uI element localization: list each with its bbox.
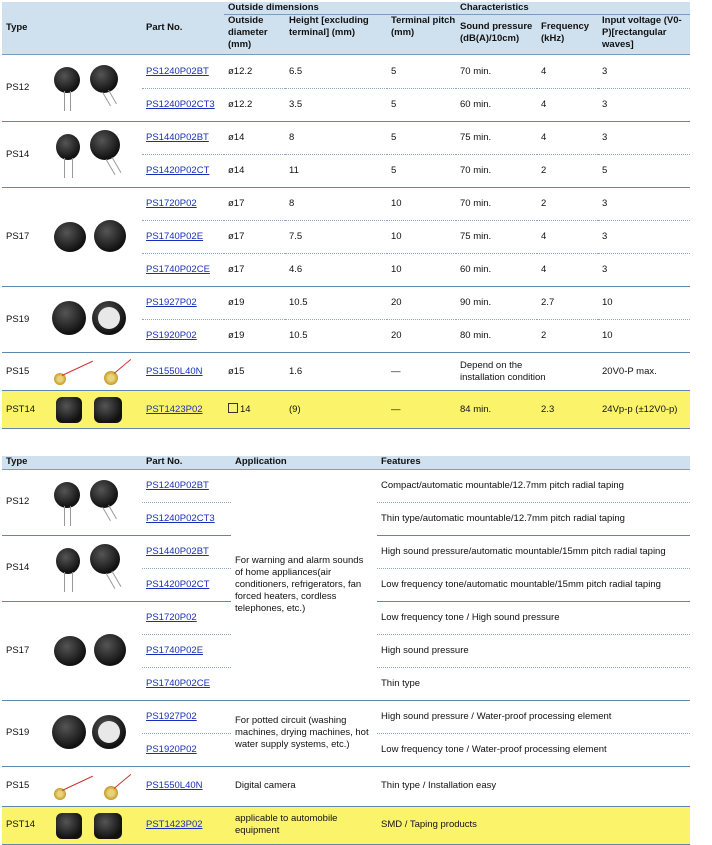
type-label: PS15: [6, 780, 30, 791]
diameter-value: ø17: [228, 264, 245, 275]
header-part-no: Part No.: [142, 456, 231, 469]
voltage-value: 10: [602, 330, 613, 341]
product-image-ps19: [50, 299, 130, 343]
type-label: PS19: [6, 313, 30, 325]
sound-value: 75 min.: [460, 132, 492, 143]
part-link[interactable]: PS1920P02: [146, 743, 197, 755]
type-cell-ps19: [2, 287, 142, 353]
part-link[interactable]: PS1440P02BT: [146, 545, 209, 557]
diameter-value: [224, 391, 285, 429]
application-warning: For warning and alarm sounds of home appliances(air conditioners, refrigerators, fan forced heaters, cordless telephones, etc.): [231, 469, 377, 700]
part-link[interactable]: PS1927P02: [146, 297, 197, 308]
feature-value: Low frequency tone/automatic mountable/15mm pitch radial taping: [381, 578, 661, 590]
height-value: 8: [289, 198, 295, 209]
type-cell-ps15: [2, 766, 142, 806]
type-cell-ps14: [2, 535, 142, 601]
type-label: PST14: [6, 819, 36, 830]
voltage-value: 3: [602, 132, 608, 143]
feature-value: Low frequency tone / Water-proof processing element: [381, 743, 607, 755]
voltage-value: 24Vp-p (±12V0-p): [598, 391, 690, 429]
part-link[interactable]: PS1420P02CT: [146, 165, 210, 176]
part-link[interactable]: PS1920P02: [146, 330, 197, 341]
header-height: Height [excluding terminal] (mm): [285, 15, 387, 55]
table-row: [2, 188, 690, 221]
pitch-value: 10: [391, 198, 402, 209]
diameter-value: ø17: [228, 198, 245, 209]
freq-value: 2: [541, 165, 547, 176]
type-label: PS12: [6, 82, 30, 93]
pitch-value: 5: [391, 65, 397, 77]
part-link[interactable]: PS1240P02CT3: [146, 99, 215, 110]
header-type: Type: [2, 456, 142, 469]
diameter-value: ø12.2: [228, 65, 253, 77]
application-potted: For potted circuit (washing machines, drying machines, hot water supply systems, etc.): [231, 700, 377, 766]
part-link[interactable]: PS1240P02BT: [146, 65, 209, 77]
feature-value: High sound pressure: [381, 644, 469, 656]
diameter-value: ø12.2: [228, 99, 253, 110]
header-input-voltage: Input voltage (V0-P)[rectangular waves]: [598, 15, 690, 55]
sound-value: 70 min.: [460, 198, 492, 209]
type-cell-ps12: [2, 469, 142, 535]
pitch-value: —: [387, 391, 456, 429]
header-application: Application: [231, 456, 377, 469]
table-row: [2, 122, 690, 155]
diameter-value: ø14: [228, 165, 245, 176]
type-cell-ps17: [2, 601, 142, 700]
feature-value: Thin type / Installation easy: [381, 780, 497, 791]
pitch-value: 20: [391, 297, 402, 308]
part-link[interactable]: PS1720P02: [146, 611, 197, 623]
application-auto: applicable to automobile equipment: [231, 806, 377, 844]
diameter-text: 14: [240, 404, 251, 415]
pitch-value: 5: [391, 165, 397, 176]
diameter-value: ø15: [228, 365, 245, 377]
sound-value: 84 min.: [456, 391, 537, 429]
part-link[interactable]: PS1740P02E: [146, 231, 204, 242]
type-cell-ps15: [2, 353, 142, 391]
height-value: 1.6: [289, 365, 303, 377]
header-outside-diameter: Outside diameter (mm): [224, 15, 285, 55]
table-row: [2, 806, 690, 844]
pitch-value: 10: [391, 231, 402, 242]
sound-value: 90 min.: [460, 297, 492, 308]
part-link[interactable]: PS1440P02BT: [146, 132, 209, 143]
pitch-value: 5: [391, 99, 397, 110]
sound-value: 70 min.: [460, 65, 492, 77]
table-row: [2, 766, 690, 806]
voltage-value: 3: [602, 198, 608, 209]
pitch-value: 20: [391, 330, 402, 341]
diameter-value: ø17: [228, 231, 245, 242]
header-outside-dimensions: Outside dimensions: [224, 2, 456, 15]
sound-value: 70 min.: [460, 165, 492, 176]
voltage-value: 3: [602, 65, 608, 77]
header-features: Features: [377, 456, 690, 469]
height-value: 4.6: [289, 264, 303, 275]
table-row: [2, 353, 690, 391]
type-label: PS17: [6, 644, 30, 656]
product-image-ps14: [50, 128, 130, 182]
freq-value: 2: [541, 330, 547, 341]
part-link[interactable]: PS1420P02CT: [146, 578, 210, 590]
table-row: [2, 55, 690, 89]
part-link[interactable]: PS1740P02CE: [146, 677, 210, 689]
table-row: [2, 700, 690, 733]
feature-value: Low frequency tone / High sound pressure: [381, 611, 560, 623]
part-link[interactable]: PS1240P02BT: [146, 479, 209, 491]
header-sound-pressure: Sound pressure (dB(A)/10cm): [456, 15, 537, 55]
diameter-value: ø14: [228, 132, 245, 143]
part-link[interactable]: PST1423P02: [146, 819, 203, 830]
part-link[interactable]: PS1550L40N: [146, 780, 203, 791]
feature-value: SMD / Taping products: [377, 806, 690, 844]
height-value: 11: [289, 165, 299, 176]
product-image-ps17: [50, 218, 130, 258]
pitch-value: 5: [391, 132, 397, 143]
feature-value: Thin type/automatic mountable/12.7mm pitch radial taping: [381, 512, 625, 524]
feature-value: High sound pressure/automatic mountable/15mm pitch radial taping: [381, 545, 666, 557]
freq-value: 4: [541, 132, 547, 143]
freq-value: 4: [541, 231, 547, 242]
type-cell-ps17: [2, 188, 142, 287]
type-label: PS14: [6, 148, 30, 160]
header-type: Type: [2, 2, 142, 55]
header-terminal-pitch: Terminal pitch (mm): [387, 15, 456, 55]
header-characteristics: Characteristics: [456, 2, 690, 15]
part-link[interactable]: PST1423P02: [146, 403, 203, 415]
freq-value: 2: [541, 198, 547, 209]
part-link[interactable]: PS1927P02: [146, 710, 197, 722]
voltage-value: 3: [602, 264, 608, 275]
type-label: PS19: [6, 727, 30, 738]
pitch-value: 10: [391, 264, 402, 275]
applications-table: [2, 456, 690, 845]
freq-value: 4: [541, 264, 547, 275]
header-part-no: Part No.: [142, 2, 224, 55]
part-link[interactable]: PS1740P02E: [146, 644, 204, 656]
voltage-value: 3: [602, 99, 608, 110]
header-frequency: Frequency (kHz): [537, 15, 598, 55]
sound-value: 60 min.: [460, 264, 492, 275]
product-image-ps12: [50, 63, 130, 113]
product-image-ps15: [52, 772, 138, 802]
freq-value: 4: [541, 65, 547, 77]
height-value: 10.5: [289, 330, 308, 341]
feature-value: Compact/automatic mountable/12.7mm pitch radial taping: [381, 479, 624, 491]
freq-value: 2.3: [537, 391, 598, 429]
height-value: 10.5: [289, 297, 308, 308]
type-cell-ps19: [2, 700, 142, 766]
part-link[interactable]: PS1240P02CT3: [146, 512, 215, 524]
sound-value: 60 min.: [460, 99, 492, 110]
square-icon: [228, 403, 238, 413]
part-link[interactable]: PS1740P02CE: [146, 264, 210, 275]
pitch-value: —: [391, 365, 401, 377]
type-cell-pst14: [2, 806, 142, 844]
sound-value: 75 min.: [460, 231, 492, 242]
diameter-value: ø19: [228, 297, 245, 308]
height-value: 3.5: [289, 99, 303, 110]
type-cell-ps14: [2, 122, 142, 188]
voltage-value: 20V0-P max.: [602, 365, 657, 377]
sound-value: 80 min.: [460, 330, 492, 341]
application-camera: Digital camera: [235, 780, 296, 791]
type-label: PS17: [6, 231, 30, 242]
product-image-ps14: [50, 542, 130, 596]
product-image-ps19: [50, 713, 130, 757]
product-image-ps15: [52, 357, 138, 387]
height-value: 7.5: [289, 231, 303, 242]
specifications-table: [2, 2, 690, 429]
part-link[interactable]: PS1550L40N: [146, 365, 203, 377]
type-label: PS15: [6, 365, 30, 377]
height-value: (9): [285, 391, 387, 429]
product-image-ps12: [50, 478, 130, 528]
voltage-value: 3: [602, 231, 608, 242]
type-cell-ps12: [2, 55, 142, 122]
feature-value: High sound pressure / Water-proof processing element: [381, 710, 612, 722]
type-label: PST14: [6, 403, 36, 415]
height-value: 8: [289, 132, 295, 143]
diameter-value: ø19: [228, 330, 245, 341]
type-label: PS14: [6, 562, 30, 573]
table-row: [2, 287, 690, 320]
sound-value: Depend on the installation condition: [460, 359, 546, 383]
table-row: [2, 391, 690, 429]
voltage-value: 10: [602, 297, 613, 308]
table-row: [2, 469, 690, 502]
feature-value: Thin type: [381, 677, 421, 689]
voltage-value: 5: [602, 165, 608, 176]
product-image-ps17: [50, 632, 130, 672]
height-value: 6.5: [289, 65, 303, 77]
freq-value: 4: [541, 99, 547, 110]
freq-value: 2.7: [541, 297, 555, 308]
type-label: PS12: [6, 496, 30, 507]
product-image-pst14: [52, 395, 132, 425]
part-link[interactable]: PS1720P02: [146, 198, 197, 209]
type-cell-pst14: [2, 391, 142, 429]
product-image-pst14: [52, 811, 132, 841]
